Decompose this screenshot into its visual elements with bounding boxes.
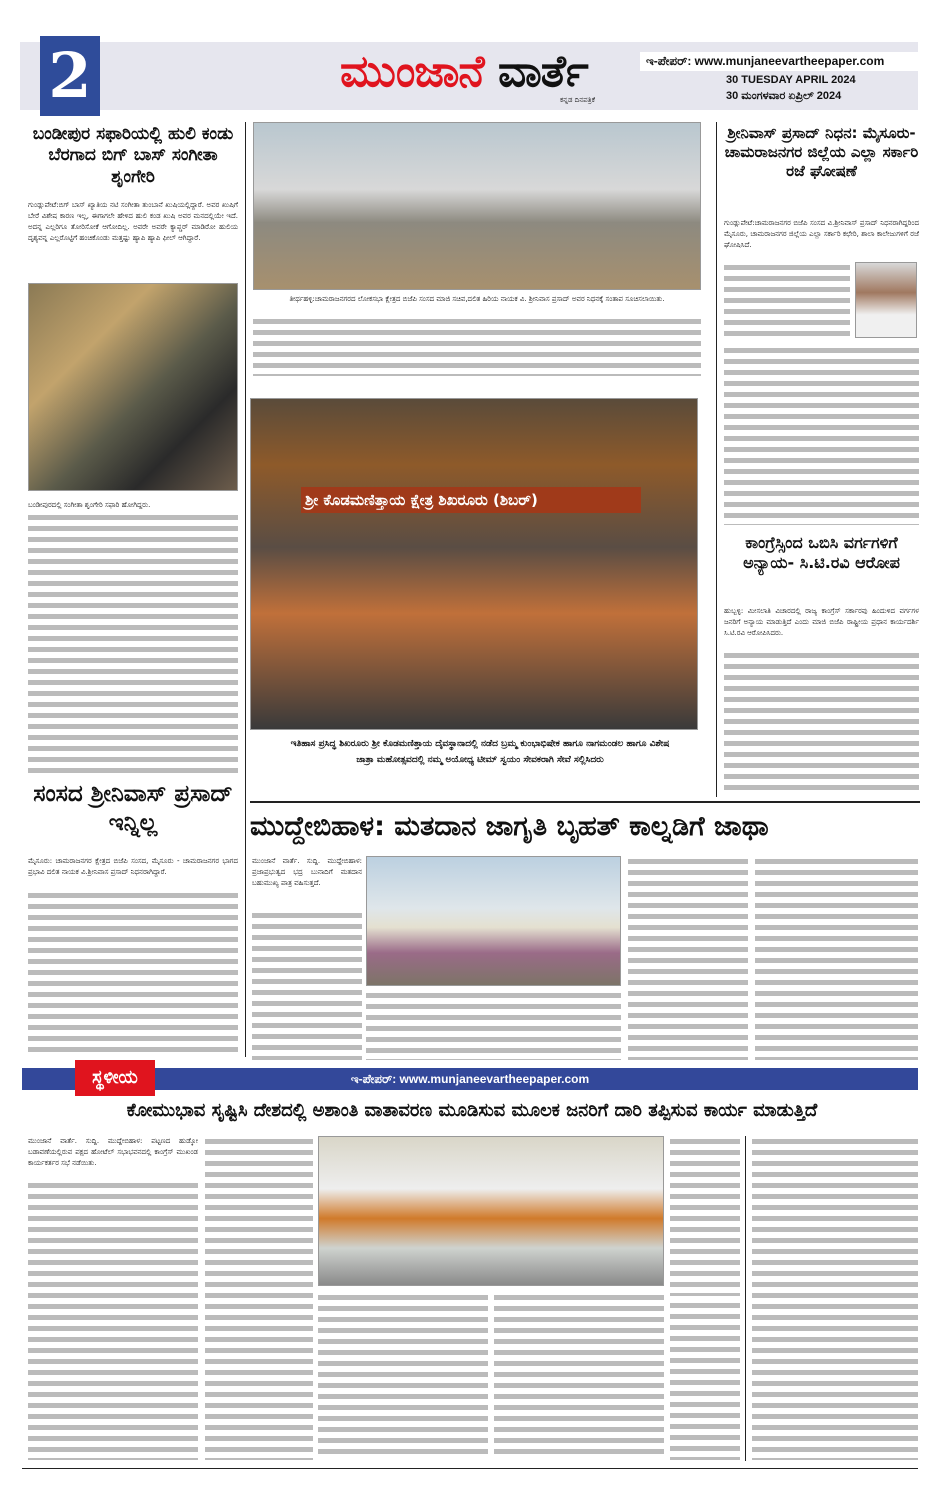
mp-srinivas-body-text [28, 890, 238, 1055]
congress-obc-body-text [724, 650, 919, 790]
muddebihal-body-text-3 [628, 856, 748, 1060]
congress-obc-lead: ಹುಬ್ಬಳ್ಳಿ: ಮೀಸಲಾತಿ ವಿಚಾರದಲ್ಲಿ ರಾಜ್ಯ ಕಾಂಗ್ರೆಸ್ ಸರ್ಕಾರವು ಹಿಂದುಳಿದ ವರ್ಗಗಳ ಜನರಿಗೆ ಅನ್ಯಾಯ ಮಾಡುತ್ತಿದೆ ಎಂದು ಮಾಜಿ ಬಿಜೆಪಿ ರಾಷ್ಟ್ರೀಯ ಪ್ರಧಾನ ಕಾರ್ಯದರ್ಶಿ ಸಿ.ಟಿ.ರವಿ ಆರೋಪಿಸಿದರು. [724, 607, 919, 637]
temple-photo-caption: ಇತಿಹಾಸ ಪ್ರಸಿದ್ಧ ಶಿಖರೂರು ಶ್ರೀ ಕೊಡಮಣಿತ್ತಾಯ ದೈವಸ್ಥಾನಾದಲ್ಲಿ ನಡೆದ ಬ್ರಮ್ಮ ಕುಂಭಾಭಿಷೇಕ ಹಾಗೂ ನಾಗಮಂಡಲ ಹಾಗೂ ವಿಶೇಷ ಜಾತ್ರಾ ಮಹೋತ್ಸವದಲ್ಲಿ ನಮ್ಮ ಅಯೋಧ್ಯ ಟೀಮ್ ಸ್ವಯಂ ಸೇವಕರಾಗಿ ಸೇವೆ ಸಲ್ಲಿಸಿದರು [290, 739, 670, 765]
bandipur-headline: ಬಂಡೀಪುರ ಸಫಾರಿಯಲ್ಲಿ ಹುಲಿ ಕಂಡು ಬೆರಗಾದ ಬಿಗ್ ಬಾಸ್ ಸಂಗೀತಾ ಶೃಂಗೇರಿ [32, 124, 234, 187]
srinivas-body-text-2 [724, 345, 919, 525]
section-rule [250, 801, 920, 803]
congress-obc-headline: ಕಾಂಗ್ರೆಸ್ಸಿಂದ ಒಬಿಸಿ ವರ್ಗಗಳಿಗೆ ಅನ್ಯಾಯ- ಸಿ.ಟಿ.ರವಿ ಆರೋಪ [743, 533, 900, 572]
komu-body-text-2 [205, 1136, 313, 1460]
komu-body-text-6 [670, 1300, 740, 1460]
komu-body-text-4 [494, 1292, 664, 1460]
bottom-rule [22, 1468, 918, 1469]
top-photo-caption-text [253, 316, 701, 376]
date-english: 30 TUESDAY APRIL 2024 [726, 74, 856, 86]
condolence-group-photo [253, 122, 701, 290]
masthead-black: ವಾರ್ತೆ [497, 46, 588, 97]
masthead-red: ಮುಂಜಾನೆ [340, 46, 484, 97]
muddebihal-headline: ಮುದ್ದೇಬಿಹಾಳ: ಮತದಾನ ಜಾಗೃತಿ ಬೃಹತ್ ಕಾಲ್ನಡಿಗೆ ಜಾಥಾ [250, 811, 769, 842]
muddebihal-body-text-2 [366, 990, 621, 1060]
srinivas-prasad-portrait [855, 262, 917, 338]
congress-meeting-photo [318, 1136, 664, 1286]
temple-banner: ಶ್ರೀ ಕೊಡಮಣಿತ್ತಾಯ ಕ್ಷೇತ್ರ ಶಿಖರೂರು (ಶಿಬರ್) [301, 487, 641, 513]
column-rule [716, 122, 717, 797]
komu-body-text-7 [752, 1136, 918, 1460]
mp-srinivas-lead: ಮೈಸೂರು: ಚಾಮರಾಜನಗರ ಕ್ಷೇತ್ರದ ಬಿಜೆಪಿ ಸಂಸದ, ಮೈಸೂರು - ಚಾಮರಾಜನಗರ ಭಾಗದ ಪ್ರಭಾವಿ ದಲಿತ ನಾಯಕ ವಿ.ಶ್ರೀನಿವಾಸ ಪ್ರಸಾದ್ ನಿಧನರಾಗಿದ್ದಾರೆ. [28, 857, 238, 876]
komu-body-text [28, 1180, 198, 1460]
bandipur-body-text [28, 512, 238, 774]
section-band [22, 1068, 918, 1090]
bandipur-continued: ಬಂಡೀಪುರದಲ್ಲಿ ಸಂಗೀತಾ ಶೃಂಗೇರಿ ಸಫಾರಿ ಹೋಗಿದ್ದರು. [28, 501, 151, 509]
mp-srinivas-headline: ಸಂಸದ ಶ್ರೀನಿವಾಸ್ ಪ್ರಸಾದ್ ಇನ್ನಿಲ್ಲ [33, 781, 233, 836]
date-kannada: 30 ಮಂಗಳವಾರ ಏಪ್ರಿಲ್ 2024 [726, 90, 842, 102]
tiger-safari-photo [28, 283, 238, 491]
srinivas-death-lead: ಗುಂಡ್ಲುಪೇಟೆ:ಚಾಮರಾಜನಗರ ಬಿಜೆಪಿ ಸಂಸದ ವಿ.ಶ್ರೀನಿವಾಸ್ ಪ್ರಸಾದ್ ನಿಧನರಾಗಿದ್ದರಿಂದ ಮೈಸೂರು, ಚಾಮರಾಜನಗರ ಜಿಲ್ಲೆಯ ಎಲ್ಲಾ ಸರ್ಕಾರಿ ಕಛೇರಿ, ಶಾಲಾ ಕಾಲೇಜುಗಳಿಗೆ ರಜೆ ಘೋಷಿಸಿದೆ. [724, 219, 919, 249]
epaper-url[interactable]: ಇ-ಪೇಪರ್: www.munjaneevartheepaper.com [640, 52, 918, 71]
section-label-local: ಸ್ಥಳೀಯ [75, 1060, 155, 1096]
masthead [340, 46, 588, 97]
komu-body-text-5 [670, 1136, 740, 1296]
page-number: 2 [40, 36, 100, 116]
top-photo-caption: ತೀರ್ಥಹಳ್ಳಿ:ಚಾಮರಾಜನಗರದ ಲೋಕಸಭಾ ಕ್ಷೇತ್ರದ ಬಿಜೆಪಿ ಸಂಸದ ಮಾಜಿ ಸಚಿವ,ದಲಿತ ಹಿರಿಯ ನಾಯಕ ವಿ. ಶ್ರೀನಿವಾಸ ಪ್ರಸಾದ್ ಅವರ ನಿಧನಕ್ಕೆ ಸಂತಾಪ ಸೂಚಿಸಲಾಯಿತು. [289, 295, 665, 303]
column-rule [245, 122, 246, 1057]
komu-headline: ಕೋಮುಭಾವ ಸೃಷ್ಟಿಸಿ ದೇಶದಲ್ಲಿ ಅಶಾಂತಿ ವಾತಾವರಣ ಮೂಡಿಸುವ ಮೂಲಕ ಜನರಿಗೆ ದಾರಿ ತಪ್ಪಿಸುವ ಕಾರ್ಯ ಮಾಡುತ್ತಿದೆ [126, 1100, 818, 1121]
muddebihal-body-text [252, 910, 362, 1060]
komu-lead: ಮುಂಜಾನೆ ವಾರ್ತೆ. ಸುದ್ದಿ. ಮುದ್ದೇಬಿಹಾಳ: ಪಟ್ಟಣದ ಹುಡ್ಕೋ ಬಡಾವಣೆಯಲ್ಲಿರುವ ಪಕ್ಷದ ಹೋಟೆಲ್ ಸಭಾಭವನದಲ್ಲಿ ಕಾಂಗ್ರೆಸ್ ಮುಖಂಡ ಕಾರ್ಯಕರ್ತರ ಸಭೆ ನಡೆಯಿತು. [28, 1137, 198, 1167]
column-rule [745, 1136, 746, 1461]
bandipur-lead: ಗುಂಡ್ಲುಪೇಟೆ:ಬಿಗ್ ಬಾಸ್ ಖ್ಯಾತಿಯ ನಟಿ ಸಂಗೀತಾ ತುಂಬಾನೆ ಖುಷಿಯಲ್ಲಿದ್ದಾರೆ. ಅವರ ಖುಷಿಗೆ ಬೇರೆ ವಿಶೇಷ ಕಾರಣ ಇಲ್ಲ, ಈಗಾಗಲೇ ಹೇಳಿದ ಹುಲಿ ಕಂಡ ಖುಷಿ ಅವರ ಮನದಲ್ಲಿಯೇ ಇದೆ. ಅದನ್ನ ಎಲ್ಲರಿಗೂ ತೋರಿಸೋಕೆ ಆಗೋದಿಲ್ಲ. ಅವರೇ ಅವರೇ ಕ್ಯಾಪ್ಚರ್ ಮಾಡಿರೋ ಹುಲಿಯ ದೃಶ್ಯವನ್ನ ಎಲ್ಲರೊಟ್ಟಿಗೆ ಹಂಚಿಕೊಂಡು ಮತ್ತಷ್ಟು ಹ್ಯಾಪಿ ಹ್ಯಾಪಿ ಫೀಲ್ ಆಗಿದ್ದಾರೆ. [28, 201, 238, 242]
muddebihal-body-text-4 [755, 856, 918, 1060]
section-epaper-url[interactable]: ಇ-ಪೇಪರ್: www.munjaneevartheepaper.com [350, 1072, 590, 1086]
temple-volunteers-photo [250, 398, 698, 730]
srinivas-death-headline: ಶ್ರೀನಿವಾಸ್ ಪ್ರಸಾದ್ ನಿಧನ: ಮೈಸೂರು-ಚಾಮರಾಜನಗರ ಜಿಲ್ಲೆಯ ಎಲ್ಲಾ ಸರ್ಕಾರಿ ರಜೆ ಘೋಷಣೆ [724, 124, 919, 180]
tagline: ಕನ್ನಡ ದಿನಪತ್ರಿಕೆ [560, 96, 596, 104]
srinivas-body-text [724, 262, 850, 342]
komu-body-text-3 [318, 1292, 488, 1460]
voter-awareness-rally-photo [366, 856, 621, 986]
muddebihal-lead: ಮುಂಜಾನೆ ವಾರ್ತೆ. ಸುದ್ದಿ. ಮುದ್ದೇಬಿಹಾಳ: ಪ್ರಜಾಪ್ರಭುತ್ವದ ಭದ್ರ ಬುನಾದಿಗೆ ಮತದಾನ ಬಹುಮುಖ್ಯ ಪಾತ್ರ ವಹಿಸುತ್ತದೆ. [252, 857, 362, 887]
